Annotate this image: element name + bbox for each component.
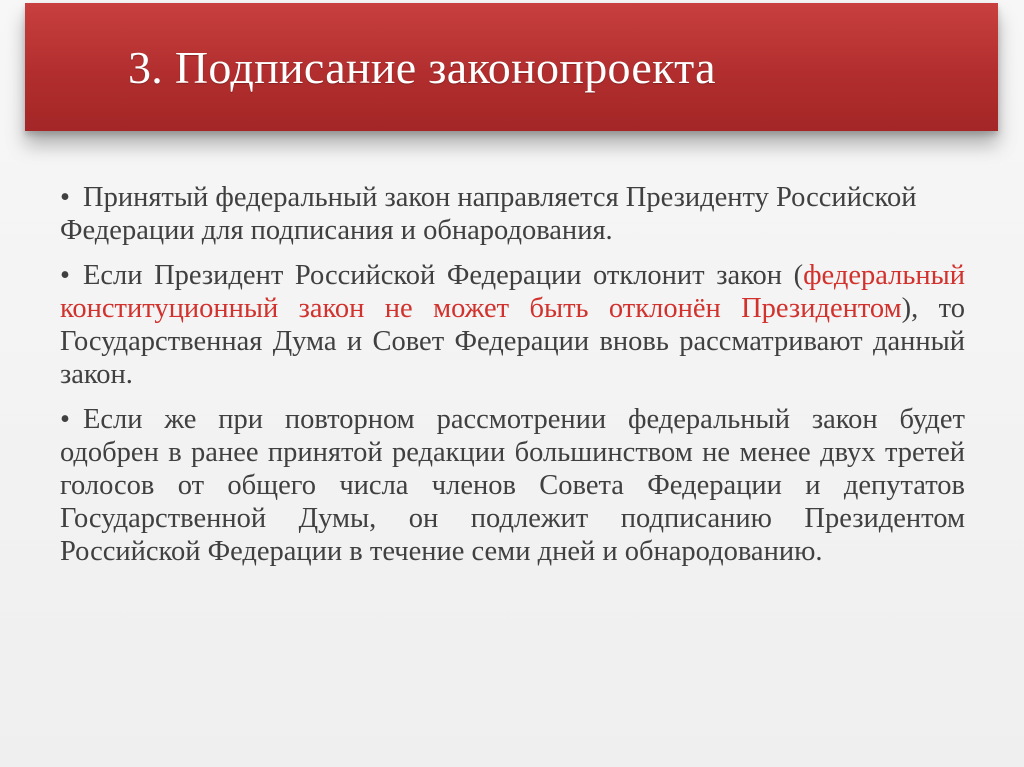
bullet-list xyxy=(60,181,965,580)
title-bar xyxy=(25,3,998,131)
bullet-item-1 xyxy=(60,181,965,247)
bullet-icon: • xyxy=(60,182,70,213)
bullet-icon: • xyxy=(60,404,70,435)
bullet-item-3 xyxy=(60,403,965,568)
bullet-text-2-start: Если Президент Российской Федерации отклонит закон ( xyxy=(82,260,804,291)
slide-title: 3. Подписание законопроекта xyxy=(128,41,716,93)
bullet-text-3: Если же при повторном рассмотрении федеральный закон будет одобрен в ранее принятой редакции большинством не менее двух третей голосов от общего числа членов Совета Федерации и депутатов Государственной Думы, он подлежит подписанию Президентом Российской Федерации в течение семи дней и обнародованию. xyxy=(60,404,965,567)
bullet-text-1: Принятый федеральный закон направляется Президенту Российской Федерации для подписания и обнародования. xyxy=(60,182,917,246)
bullet-text-2-end: ), то Государственная Дума и Совет Федерации вновь рассматривают данный закон. xyxy=(60,293,965,390)
bullet-item-2 xyxy=(60,259,965,391)
bullet-icon: • xyxy=(60,260,70,291)
highlight-note: федеральный конституционный закон не может быть отклонён Президентом xyxy=(60,260,965,324)
